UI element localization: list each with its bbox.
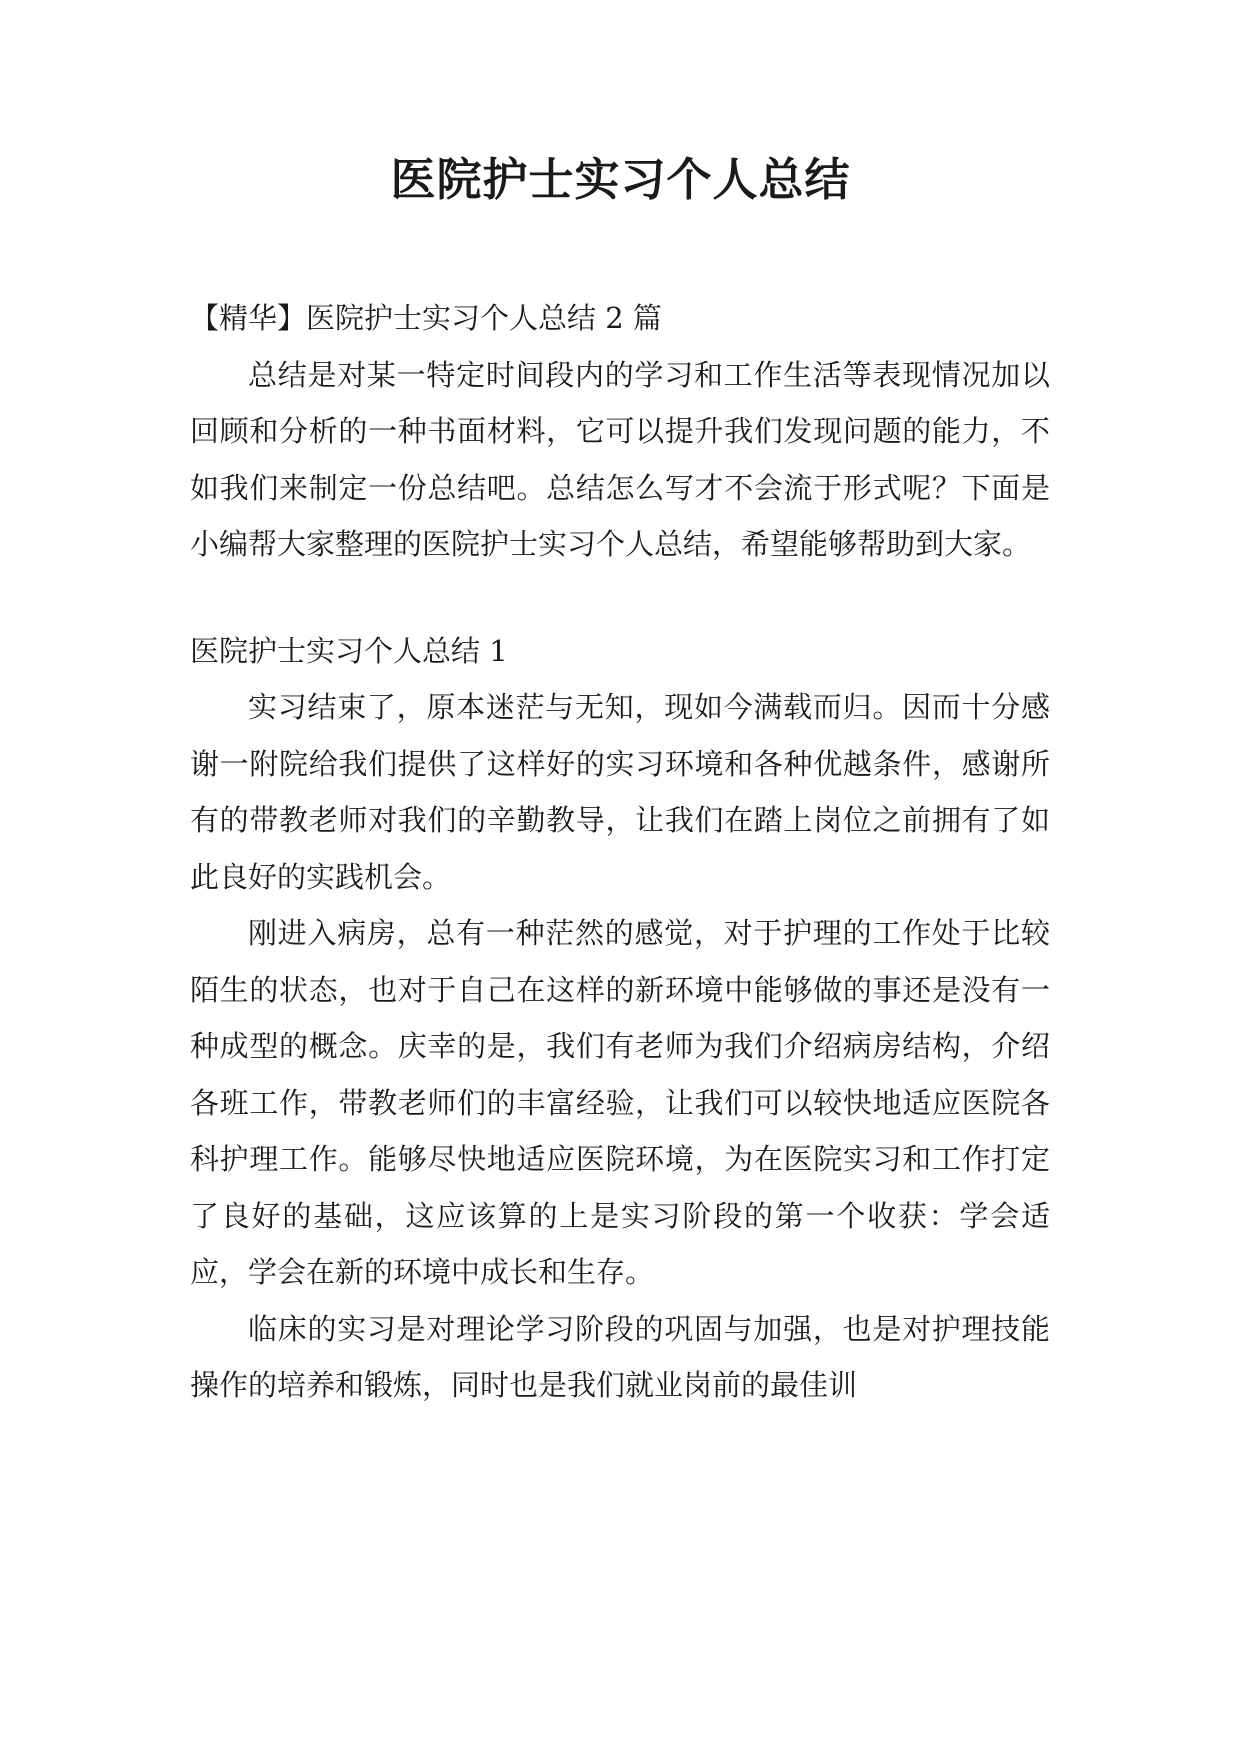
section-heading: 医院护士实习个人总结 1: [190, 633, 508, 668]
body-paragraph: 临床的实习是对理论学习阶段的巩固与加强，也是对护理技能操作的培养和锻炼，同时也是我们就业岗前的最佳训: [190, 1311, 1050, 1402]
intro-paragraph: 总结是对某一特定时间段内的学习和工作生活等表现情况加以回顾和分析的一种书面材料，它可以提升我们发现问题的能力，不如我们来制定一份总结吧。总结怎么写才不会流于形式呢？下面是小编帮大家整理的医院护士实习个人总结，希望能够帮助到大家。: [190, 357, 1050, 561]
section-spacer: [190, 573, 1050, 623]
document-title: 医院护士实习个人总结: [390, 153, 851, 206]
document-body: [190, 290, 1050, 1414]
body-paragraph: 实习结束了，原本迷茫与无知，现如今满载而归。因而十分感谢一附院给我们提供了这样好的实习环境和各种优越条件，感谢所有的带教老师对我们的辛勤教导，让我们在踏上岗位之前拥有了如此良好的实践机会。: [190, 690, 1050, 894]
document-subtitle: 【精华】医院护士实习个人总结 2 篇: [190, 301, 662, 335]
body-paragraph: 刚进入病房，总有一种茫然的感觉，对于护理的工作处于比较陌生的状态，也对于自己在这样的新环境中能够做的事还是没有一种成型的概念。庆幸的是，我们有老师为我们介绍病房结构，介绍各班工作，带教老师们的丰富经验，让我们可以较快地适应医院各科护理工作。能够尽快地适应医院环境，为在医院实习和工作打定了良好的基础，这应该算的上是实习阶段的第一个收获：学会适应，学会在新的环境中成长和生存。: [190, 916, 1050, 1289]
